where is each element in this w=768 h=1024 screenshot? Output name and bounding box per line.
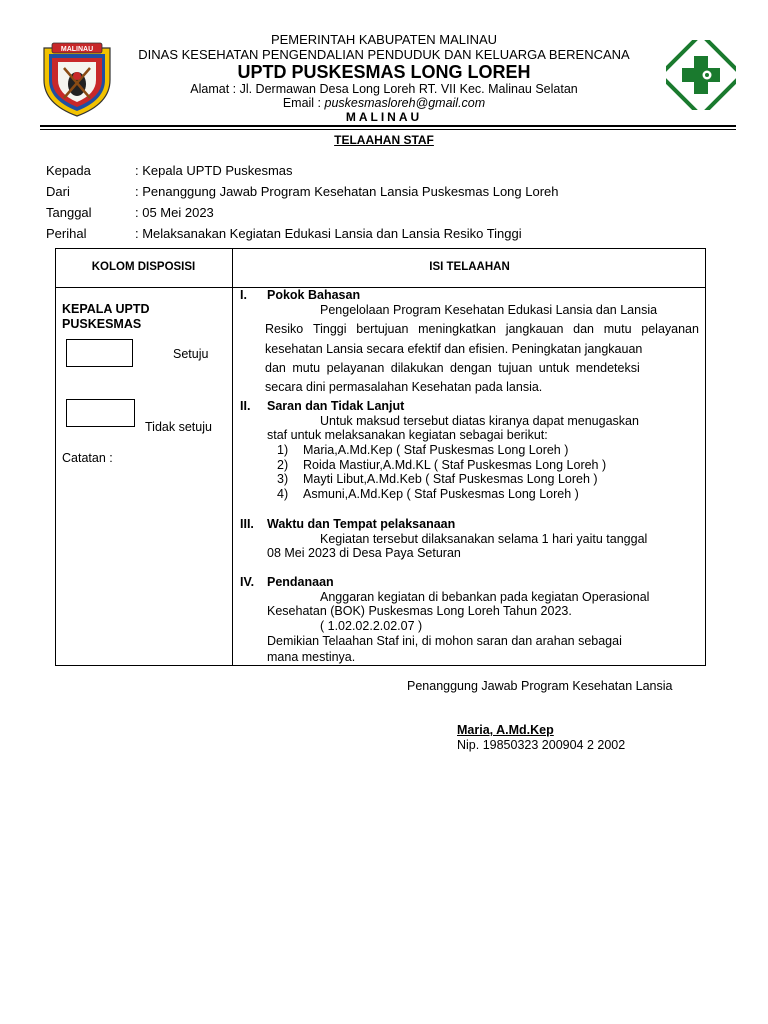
email-line: [0, 96, 768, 110]
justified-word: Resiko: [265, 322, 304, 336]
disposisi-heading-1: KEPALA UPTD: [62, 302, 150, 316]
meta-label-kepada: Kepada: [46, 163, 91, 178]
list-item-number: 3): [277, 472, 289, 486]
section-2-number: II.: [240, 399, 251, 413]
section-4-line: ( 1.02.02.2.02.07 ): [320, 619, 423, 633]
disagree-label: Tidak setuju: [145, 420, 212, 434]
list-item-number: 4): [277, 487, 289, 501]
section-1-title: Pokok Bahasan: [267, 288, 361, 302]
meta-value-tanggal: : 05 Mei 2023: [135, 205, 214, 220]
meta-label-dari: Dari: [46, 184, 70, 199]
signature-nip: Nip. 19850323 200904 2 2002: [457, 738, 626, 752]
section-1-line: Pengelolaan Program Kesehatan Edukasi Lansia dan Lansia: [320, 303, 658, 317]
section-2-line: staf untuk melaksanakan kegiatan sebagai berikut:: [267, 428, 548, 442]
section-3-line: Kegiatan tersebut dilaksanakan selama 1 hari yaitu tanggal: [320, 532, 648, 546]
list-item-number: 1): [277, 443, 289, 457]
section-3-title: Waktu dan Tempat pelaksanaan: [267, 517, 456, 531]
section-1-line: kesehatan Lansia secara efektif dan efisien. Peningkatan jangkauan: [265, 342, 643, 356]
justified-word: Tinggi: [312, 322, 347, 336]
list-item: Asmuni,A.Md.Kep ( Staf Puskesmas Long Loreh ): [303, 487, 579, 501]
signature-name: Maria, A.Md.Kep: [457, 723, 554, 737]
institution-name: UPTD PUSKESMAS LONG LOREH: [237, 62, 531, 82]
meta-value-kepada: : Kepala UPTD Puskesmas: [135, 163, 293, 178]
justified-word: mutu: [603, 322, 632, 336]
justified-word: meningkatkan: [418, 322, 496, 336]
section-1-line: [265, 322, 699, 336]
header-rule-thin: [40, 129, 736, 130]
email-label: Email :: [282, 96, 325, 110]
section-1-line: secara dini permasalahan Kesehatan pada lansia.: [265, 380, 543, 394]
list-item: Maria,A.Md.Kep ( Staf Puskesmas Long Loreh ): [303, 443, 569, 457]
agree-label: Setuju: [173, 347, 209, 361]
department-line: DINAS KESEHATAN PENGENDALIAN PENDUDUK DAN KELUARGA BERENCANA: [138, 47, 630, 62]
disposisi-heading-2: PUSKESMAS: [62, 317, 142, 331]
section-4-title: Pendanaan: [267, 575, 334, 589]
section-4-line: Kesehatan (BOK) Puskesmas Long Loreh Tahun 2023.: [267, 604, 572, 618]
justified-word: bertujuan: [356, 322, 409, 336]
city-line: MALINAU: [345, 110, 423, 124]
section-4-number: IV.: [240, 575, 255, 589]
justified-word: pelayanan: [641, 322, 699, 336]
document-title: TELAAHAN STAF: [334, 133, 434, 147]
section-4-line: Anggaran kegiatan di bebankan pada kegiatan Operasional: [320, 590, 650, 604]
column-header-isi: ISI TELAAHAN: [429, 261, 510, 273]
crest-banner-text: MALINAU: [60, 46, 94, 53]
column-header-disposisi: KOLOM DISPOSISI: [91, 261, 196, 273]
agree-checkbox[interactable]: [66, 339, 133, 367]
email-link[interactable]: puskesmasloreh@gmail.com: [324, 96, 486, 110]
list-item: Roida Mastiur,A.Md.KL ( Staf Puskesmas Long Loreh ): [303, 458, 607, 472]
justified-word: dan: [573, 322, 594, 336]
section-2-line: Untuk maksud tersebut diatas kiranya dapat menugaskan: [320, 414, 639, 428]
section-1-line: dan mutu pelayanan dilakukan dengan tujuan untuk mendeteksi: [265, 361, 640, 375]
header-rule-thick: [40, 125, 736, 127]
section-3-number: III.: [240, 517, 254, 531]
section-4-line: Demikian Telaahan Staf ini, di mohon saran dan arahan sebagai: [267, 634, 622, 648]
section-1-number: I.: [240, 288, 247, 302]
disagree-checkbox[interactable]: [66, 399, 135, 427]
table-header-divider: [55, 287, 706, 288]
meta-label-perihal: Perihal: [46, 226, 87, 241]
signature-role: Penanggung Jawab Program Kesehatan Lansia: [407, 679, 673, 693]
table-column-divider: [232, 248, 233, 666]
meta-label-tanggal: Tanggal: [46, 205, 92, 220]
meta-value-perihal: : Melaksanakan Kegiatan Edukasi Lansia dan Lansia Resiko Tinggi: [135, 226, 522, 241]
notes-label: Catatan :: [62, 451, 113, 465]
list-item-number: 2): [277, 458, 289, 472]
justified-word: jangkauan: [505, 322, 564, 336]
address-line: Alamat : Jl. Dermawan Desa Long Loreh RT. VII Kec. Malinau Selatan: [190, 82, 578, 96]
meta-value-dari: : Penanggung Jawab Program Kesehatan Lansia Puskesmas Long Loreh: [135, 184, 559, 199]
section-4-line: mana mestinya.: [267, 650, 356, 664]
section-3-line: 08 Mei 2023 di Desa Paya Seturan: [267, 546, 461, 560]
section-2-title: Saran dan Tidak Lanjut: [267, 399, 405, 413]
gov-line: PEMERINTAH KABUPATEN MALINAU: [270, 32, 498, 47]
list-item: Mayti Libut,A.Md.Keb ( Staf Puskesmas Long Loreh ): [303, 472, 598, 486]
